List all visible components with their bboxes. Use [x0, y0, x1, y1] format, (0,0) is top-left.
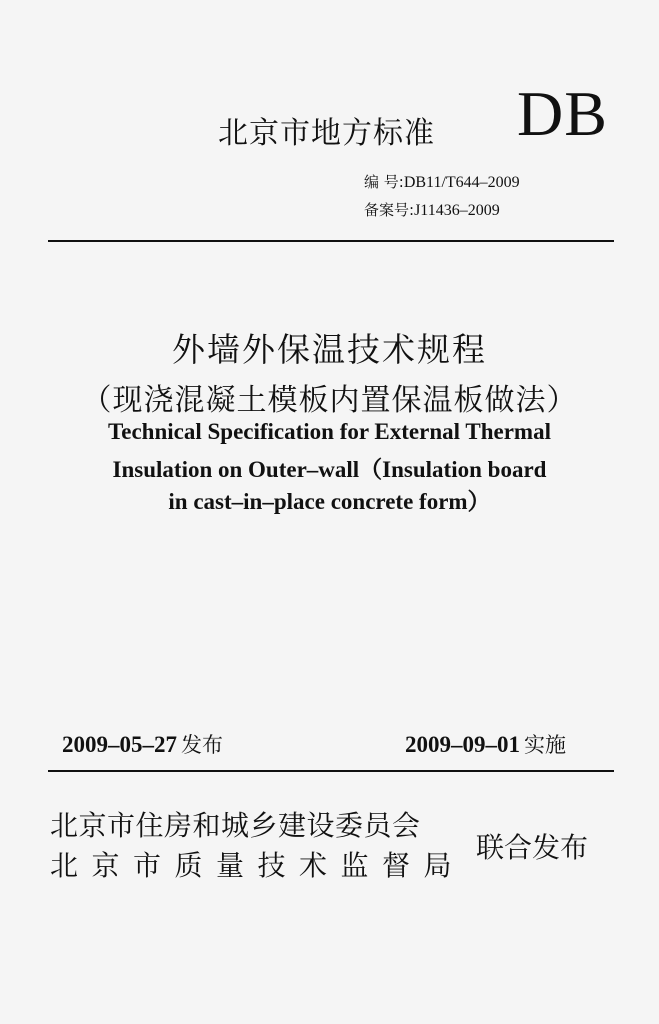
implement-date-value: 2009–09–01: [405, 732, 520, 757]
implement-date-label: 实施: [524, 733, 566, 757]
record-number-row: [364, 199, 500, 220]
standard-code-row: [364, 171, 520, 192]
record-number-label: 备案号:: [364, 201, 415, 219]
joint-publish-label: 联合发布: [476, 831, 589, 864]
title-english-line-2: Insulation on Outer–wall（Insulation board: [112, 457, 547, 482]
publish-date-label: 发布: [181, 733, 223, 757]
standard-code-label: 编 号:: [364, 173, 404, 191]
db-mark: DB: [517, 78, 608, 149]
record-number-value: J11436–2009: [414, 202, 500, 219]
top-divider: [48, 240, 614, 242]
standard-category: 北京市地方标准: [218, 116, 435, 151]
implement-date: [405, 729, 566, 759]
bottom-divider: [48, 770, 614, 772]
standard-code-value: DB11/T644–2009: [403, 174, 520, 191]
publish-date: [62, 729, 223, 759]
title-chinese: 外墙外保温技术规程: [172, 330, 487, 369]
title-english-line-1: Technical Specification for External Thermal: [108, 419, 551, 444]
subtitle-chinese: （现浇混凝土模板内置保温板做法）: [81, 383, 578, 418]
publish-date-value: 2009–05–27: [62, 732, 177, 757]
issuer-housing-commission: 北京市住房和城乡建设委员会: [50, 809, 421, 842]
title-english-line-3: in cast–in–place concrete form）: [168, 489, 491, 514]
issuer-quality-bureau: 北京市质量技术监督局: [50, 849, 466, 882]
